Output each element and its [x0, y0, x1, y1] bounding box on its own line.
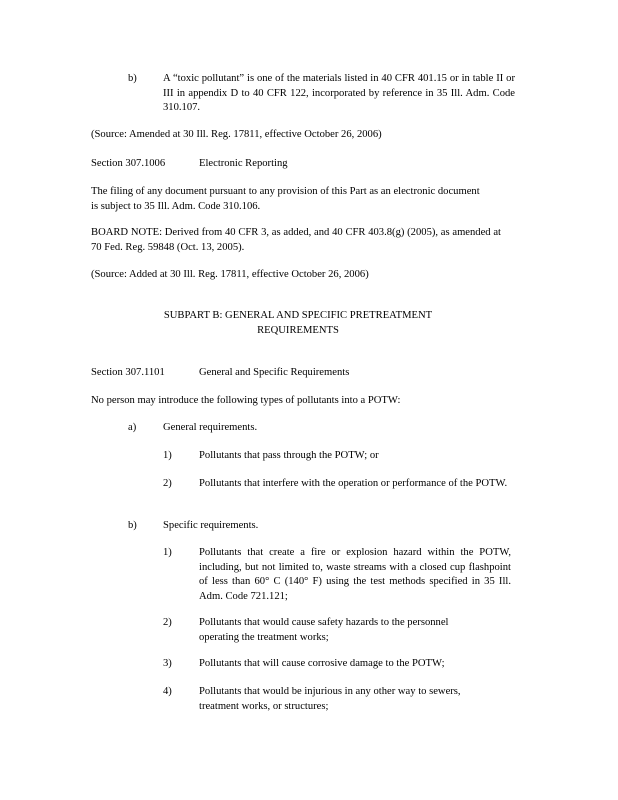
subsection-label: b)	[128, 520, 137, 531]
section-title: General and Specific Requirements	[199, 367, 350, 378]
list-item-text: Pollutants that would cause safety hazards to the personnel operating the treatment works;	[199, 617, 449, 643]
intro-paragraph: No person may introduce the following types of pollutants into a POTW:	[91, 395, 401, 406]
section-title: Electronic Reporting	[199, 158, 288, 169]
section-number: Section 307.1006	[91, 158, 166, 169]
item-label: b)	[128, 73, 137, 84]
list-item-label: 2)	[163, 617, 172, 628]
list-item-label: 2)	[163, 478, 172, 489]
subsection-label: a)	[128, 422, 137, 433]
paragraph-filing: The filing of any document pursuant to any provision of this Part as an electronic document is subject to 35 Ill. Adm. Code 310.106.	[91, 186, 480, 212]
list-item-label: 4)	[163, 686, 172, 697]
subsection-heading: General requirements.	[163, 422, 258, 433]
section-number: Section 307.1101	[91, 367, 165, 378]
list-item-text: Pollutants that create a fire or explosion hazard within the POTW, including, but not limited to, waste streams with a closed cup flashpoint of less than 60° C (140° F) using the test methods specified in 35 Ill. Adm. Code 721.121;	[199, 547, 511, 602]
subpart-heading: SUBPART B: GENERAL AND SPECIFIC PRETREATMENT REQUIREMENTS	[163, 310, 433, 336]
list-item-text: Pollutants that would be injurious in any other way to sewers, treatment works, or structures;	[199, 686, 461, 712]
list-item-text: Pollutants that will cause corrosive damage to the POTW;	[199, 658, 445, 669]
source-note: (Source: Added at 30 Ill. Reg. 17811, effective October 26, 2006)	[91, 269, 369, 280]
item-text: A “toxic pollutant” is one of the materials listed in 40 CFR 401.15 or in table II or III in appendix D to 40 CFR 122, incorporated by reference in 35 Ill. Adm. Code 310.107.	[163, 73, 515, 113]
list-item-text: Pollutants that interfere with the operation or performance of the POTW.	[199, 478, 508, 489]
list-item-label: 1)	[163, 450, 172, 461]
list-item-label: 3)	[163, 658, 172, 669]
board-note: BOARD NOTE: Derived from 40 CFR 3, as added, and 40 CFR 403.8(g) (2005), as amended at 70 Fed. Reg. 59848 (Oct. 13, 2005).	[91, 227, 501, 253]
list-item-label: 1)	[163, 547, 172, 558]
subsection-heading: Specific requirements.	[163, 520, 259, 531]
list-item-text: Pollutants that pass through the POTW; or	[199, 450, 379, 461]
source-note: (Source: Amended at 30 Ill. Reg. 17811, effective October 26, 2006)	[91, 129, 382, 140]
